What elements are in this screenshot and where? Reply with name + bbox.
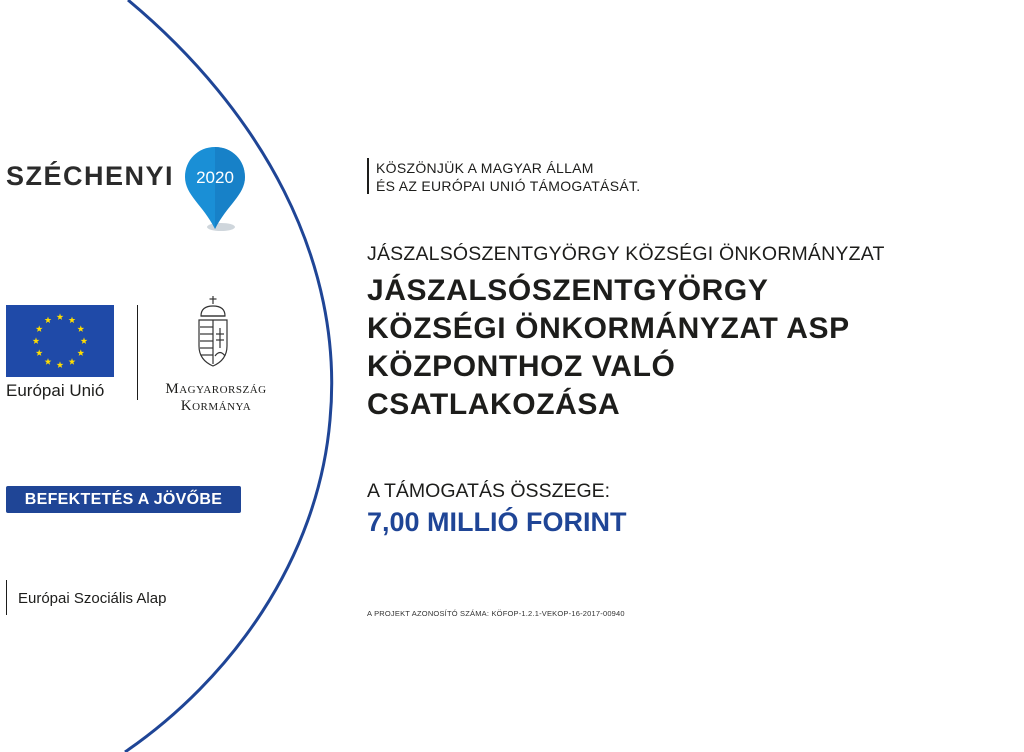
fund-divider — [6, 580, 7, 615]
project-title-line: KÖZPONTHOZ VALÓ — [367, 350, 676, 383]
support-amount-label: A TÁMOGATÁS ÖSSZEGE: — [367, 480, 611, 502]
project-id: A PROJEKT AZONOSÍTÓ SZÁMA: KÖFOP-1.2.1-VEKOP-16-2017-00940 — [367, 609, 625, 618]
eu-flag-icon — [6, 305, 114, 377]
project-title-line: JÁSZALSÓSZENTGYÖRGY — [367, 274, 769, 307]
eu-label: Európai Unió — [6, 381, 105, 400]
beneficiary-name: JÁSZALSÓSZENTGYÖRGY KÖZSÉGI ÖNKORMÁNYZAT — [367, 243, 885, 265]
logo-divider — [137, 305, 138, 400]
location-pin-icon — [183, 145, 247, 233]
szechenyi-wordmark: SZÉCHENYI — [6, 161, 175, 191]
thanks-line-2: ÉS AZ EURÓPAI UNIÓ TÁMOGATÁSÁT. — [376, 178, 641, 194]
szechenyi-year: 2020 — [196, 168, 234, 187]
fund-label: Európai Szociális Alap — [18, 590, 167, 607]
government-label-line1: Magyarország — [165, 381, 267, 397]
project-title-line: CSATLAKOZÁSA — [367, 388, 621, 421]
government-label-line2: Kormánya — [180, 398, 252, 414]
project-title — [367, 272, 1007, 424]
thanks-line-1: KÖSZÖNJÜK A MAGYAR ÁLLAM — [376, 160, 594, 176]
hungarian-crest-icon — [193, 294, 233, 372]
project-title-line: KÖZSÉGI ÖNKORMÁNYZAT ASP — [367, 312, 850, 345]
investment-badge: BEFEKTETÉS A JÖVŐBE — [6, 486, 241, 513]
thanks-divider — [367, 158, 369, 194]
support-amount-value: 7,00 MILLIÓ FORINT — [367, 507, 627, 537]
